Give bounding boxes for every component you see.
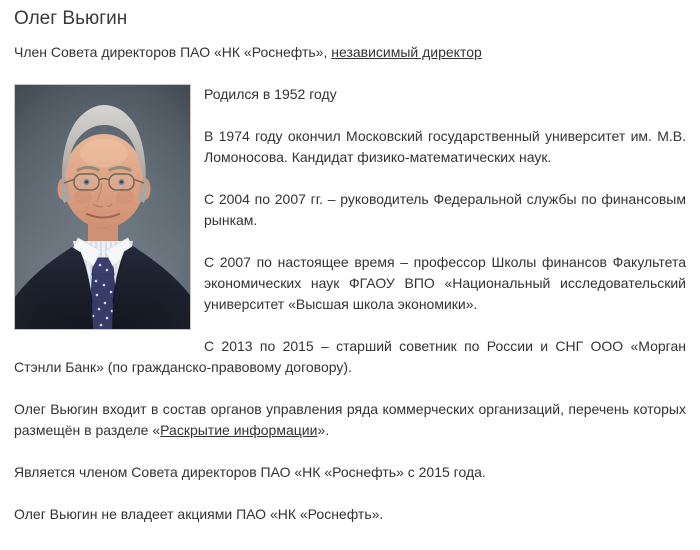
bio-section [14,84,686,525]
portrait-illustration [15,85,190,329]
bio-paragraph-board-membership: Является членом Совета директоров ПАО «НК «Роснефть» с 2015 года. [14,464,486,480]
management-text-after: ». [317,422,330,438]
bio-paragraph-education: В 1974 году окончил Московский государственный университет им. М.В. Ломоносова. Кандидат физико-математических наук. [204,128,686,165]
profile-page [14,8,686,525]
bio-paragraph-shares: Олег Вьюгин не владеет акциями ПАО «НК «Роснефть». [14,506,384,522]
management-text-before: Олег Вьюгин входит в состав органов управления ряда коммерческих организаций, перечень которых размещён в разделе « [14,401,686,438]
disclosure-link[interactable]: Раскрытие информации [160,422,318,438]
page-title: Олег Вьюгин [14,8,128,29]
bio-paragraph-born: Родился в 1952 году [204,86,337,102]
bio-paragraph-management [14,399,686,441]
position-text: Член Совета директоров ПАО «НК «Роснефть», [14,44,332,60]
bio-paragraph-2013-2015: С 2013 по 2015 – старший советник по России и СНГ ООО «Морган Стэнли Банк» (по гражданско-правовому договору). [14,338,686,375]
bio-paragraph-2004-2007: С 2004 по 2007 гг. – руководитель Федеральной службы по финансовым рынкам. [204,191,686,228]
portrait-photo [14,84,191,330]
bio-paragraph-2007-present: С 2007 по настоящее время – профессор Школы финансов Факультета экономических наук ФГАОУ ВПО «Национальный исследовательский университет «Высшая школа экономики». [204,254,686,312]
independent-director-link[interactable]: независимый директор [331,44,482,60]
position-line [14,42,686,63]
